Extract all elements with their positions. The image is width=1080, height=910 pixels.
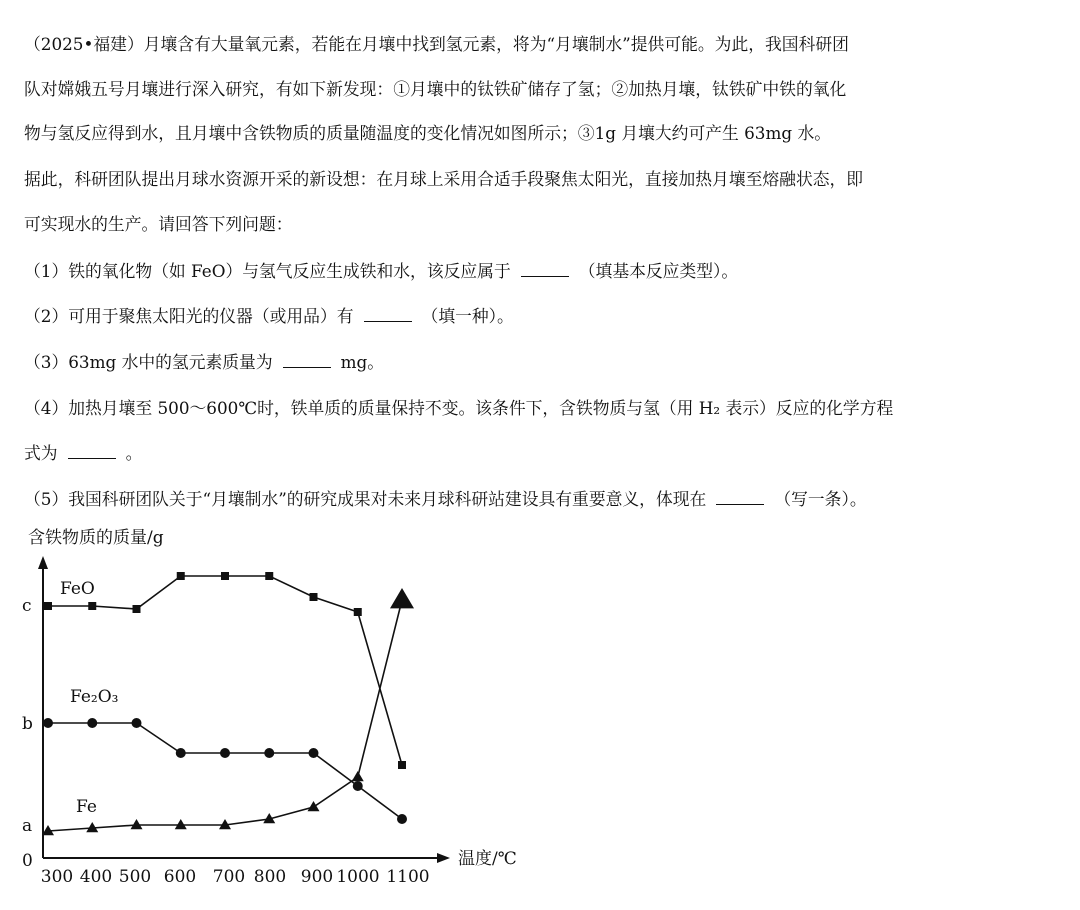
point-feo-600 <box>177 572 185 580</box>
answer-blank-5[interactable] <box>716 490 764 505</box>
sub-question-3-text: （3）63mg 水中的氢元素质量为 <box>24 352 273 372</box>
point-feo-1100 <box>398 761 406 769</box>
point-fe-1100 <box>390 588 414 608</box>
series-label-fe2o3: Fe₂O₃ <box>70 687 119 707</box>
point-fe-900 <box>308 801 320 811</box>
sub-question-1-text: （1）铁的氧化物（如 FeO）与氢气反应生成铁和水，该反应属于 <box>24 261 511 281</box>
x-tick-1000: 1000 <box>336 867 380 887</box>
point-feo-300 <box>44 602 52 610</box>
point-fe2o3-500 <box>132 718 142 728</box>
sub-question-4-text: 式为 <box>24 443 58 463</box>
x-tick-300: 300 <box>40 867 74 887</box>
point-feo-800 <box>265 572 273 580</box>
series-label-feo: FeO <box>60 579 95 599</box>
x-tick-800: 800 <box>253 867 287 887</box>
x-tick-labels <box>41 867 430 887</box>
y-tick-c: c <box>22 596 32 616</box>
y-axis-arrow <box>38 556 48 569</box>
x-axis-label: 温度/℃ <box>458 849 517 869</box>
point-feo-900 <box>310 593 318 601</box>
sub-question-5 <box>24 488 1054 510</box>
point-fe-500 <box>131 819 143 829</box>
point-fe2o3-300 <box>43 718 53 728</box>
intro-line-5: 可实现水的生产。请回答下列问题： <box>24 214 293 234</box>
sub-question-4-cont <box>24 442 1054 464</box>
sub-question-2-hint: （填一种）。 <box>421 306 514 326</box>
series-line-fe <box>48 600 402 831</box>
sub-question-3 <box>24 351 1054 373</box>
y-axis-label: 含铁物质的质量/g <box>28 528 164 548</box>
x-axis-arrow <box>437 853 450 863</box>
point-fe2o3-1100 <box>397 814 407 824</box>
point-fe2o3-800 <box>264 748 274 758</box>
point-fe2o3-400 <box>87 718 97 728</box>
x-tick-500: 500 <box>118 867 152 887</box>
point-feo-1000 <box>354 608 362 616</box>
point-fe2o3-600 <box>176 748 186 758</box>
point-feo-400 <box>88 602 96 610</box>
intro-line-4: 据此，科研团队提出月球水资源开采的新设想：在月球上采用合适手段聚焦太阳光，直接加热月壤至熔融状态，即 <box>24 169 864 189</box>
sub-question-4-end: 。 <box>125 443 143 463</box>
sub-question-1 <box>24 260 1054 282</box>
intro-line-3: 物与氢反应得到水，且月壤中含铁物质的质量随温度的变化情况如图所示；③1g 月壤大约可产生 63mg 水。 <box>24 123 832 143</box>
series-line-feo <box>48 576 402 765</box>
series-label-fe: Fe <box>76 797 97 817</box>
answer-blank-2[interactable] <box>364 307 412 322</box>
x-tick-900: 900 <box>300 867 334 887</box>
point-fe-1000 <box>352 771 364 781</box>
point-fe2o3-900 <box>309 748 319 758</box>
answer-blank-3[interactable] <box>283 353 331 368</box>
x-tick-400: 400 <box>79 867 113 887</box>
y-tick-b: b <box>22 714 33 734</box>
point-feo-500 <box>133 605 141 613</box>
intro-line-2: 队对嫦娥五号月壤进行深入研究，有如下新发现：①月壤中的钛铁矿储存了氢；②加热月壤，钛铁矿中铁的氧化 <box>24 79 847 99</box>
point-fe2o3-700 <box>220 748 230 758</box>
sub-question-3-unit: mg。 <box>340 352 385 372</box>
sub-question-4: （4）加热月壤至 500～600℃时，铁单质的质量保持不变。该条件下，含铁物质与氢（用 H₂ 表示）反应的化学方程 <box>24 398 894 418</box>
point-fe2o3-1000 <box>353 781 363 791</box>
point-feo-700 <box>221 572 229 580</box>
sub-question-5-text: （5）我国科研团队关于“月壤制水”的研究成果对未来月球科研站建设具有重要意义，体现在 <box>24 489 707 509</box>
x-tick-600: 600 <box>163 867 197 887</box>
sub-question-2 <box>24 305 1054 327</box>
origin-label: 0 <box>22 851 33 871</box>
iron-mass-chart <box>0 520 520 900</box>
x-tick-700: 700 <box>212 867 246 887</box>
sub-question-1-hint: （填基本反应类型）。 <box>578 261 739 281</box>
y-tick-a: a <box>22 816 33 836</box>
x-tick-1100: 1100 <box>386 867 430 887</box>
series-line-fe2o3 <box>48 723 402 819</box>
sub-question-2-text: （2）可用于聚焦太阳光的仪器（或用品）有 <box>24 306 354 326</box>
sub-question-5-hint: （写一条）。 <box>774 489 867 509</box>
answer-blank-1[interactable] <box>521 262 569 277</box>
intro-line-1: （2025•福建）月壤含有大量氧元素，若能在月壤中找到氢元素，将为“月壤制水”提供可能。为此，我国科研团 <box>24 34 849 54</box>
answer-blank-4[interactable] <box>68 444 116 459</box>
point-fe-600 <box>175 819 187 829</box>
